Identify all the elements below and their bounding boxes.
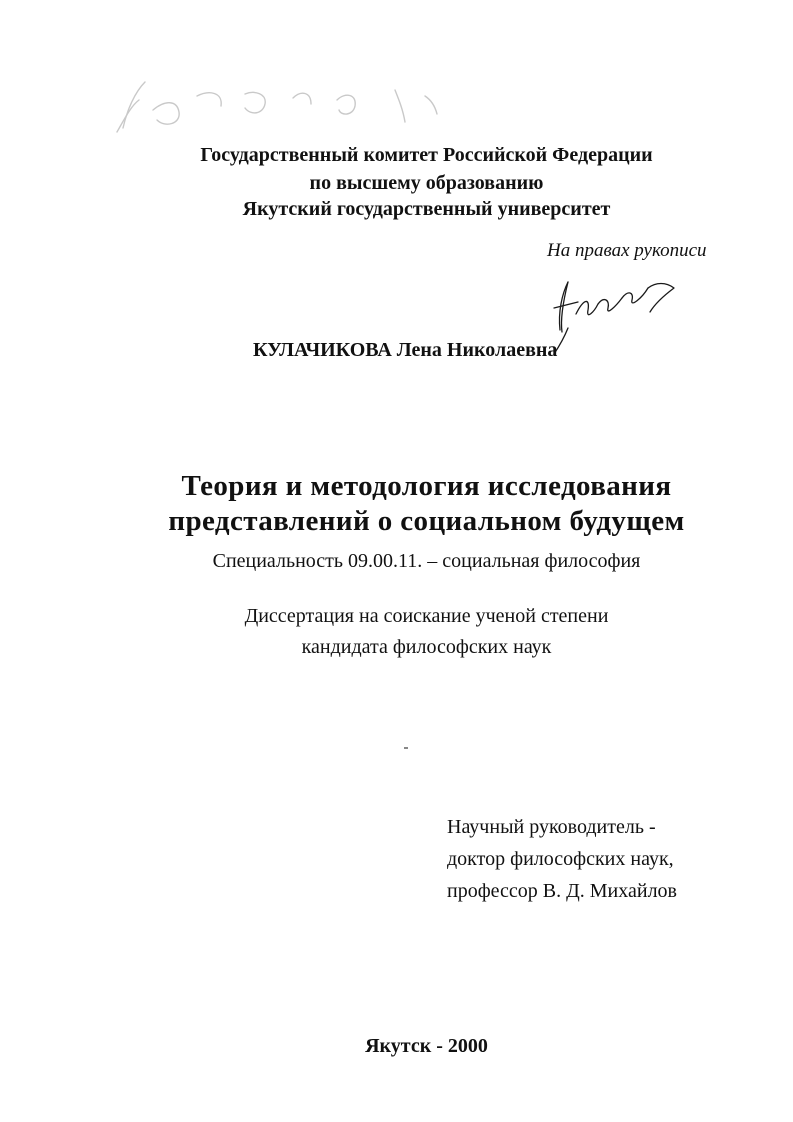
specialty: Специальность 09.00.11. – социальная философия [212, 550, 641, 572]
handwritten-signature [538, 268, 688, 356]
dissertation-title-line-1: Теория и методология исследования [181, 470, 672, 502]
supervisor-line-2: доктор философских наук, [447, 848, 674, 870]
supervisor-line-3: профессор В. Д. Михайлов [447, 880, 677, 902]
scan-speck [404, 747, 408, 749]
degree-line-1: Диссертация на соискание ученой степени [244, 605, 609, 627]
place-and-year: Якутск - 2000 [365, 1035, 488, 1057]
institution-line-1: Государственный комитет Российской Федерации [200, 144, 653, 166]
institution-line-3: Якутский государственный университет [242, 198, 611, 220]
manuscript-rights-note: На правах рукописи [547, 240, 707, 261]
dissertation-title-line-2: представлений о социальном будущем [168, 505, 685, 537]
supervisor-line-1: Научный руководитель - [447, 816, 656, 838]
faint-pencil-scribble [105, 70, 465, 140]
institution-line-2: по высшему образованию [309, 172, 544, 194]
author-name: КУЛАЧИКОВА Лена Николаевна [253, 339, 558, 361]
degree-line-2: кандидата философских наук [301, 636, 552, 658]
